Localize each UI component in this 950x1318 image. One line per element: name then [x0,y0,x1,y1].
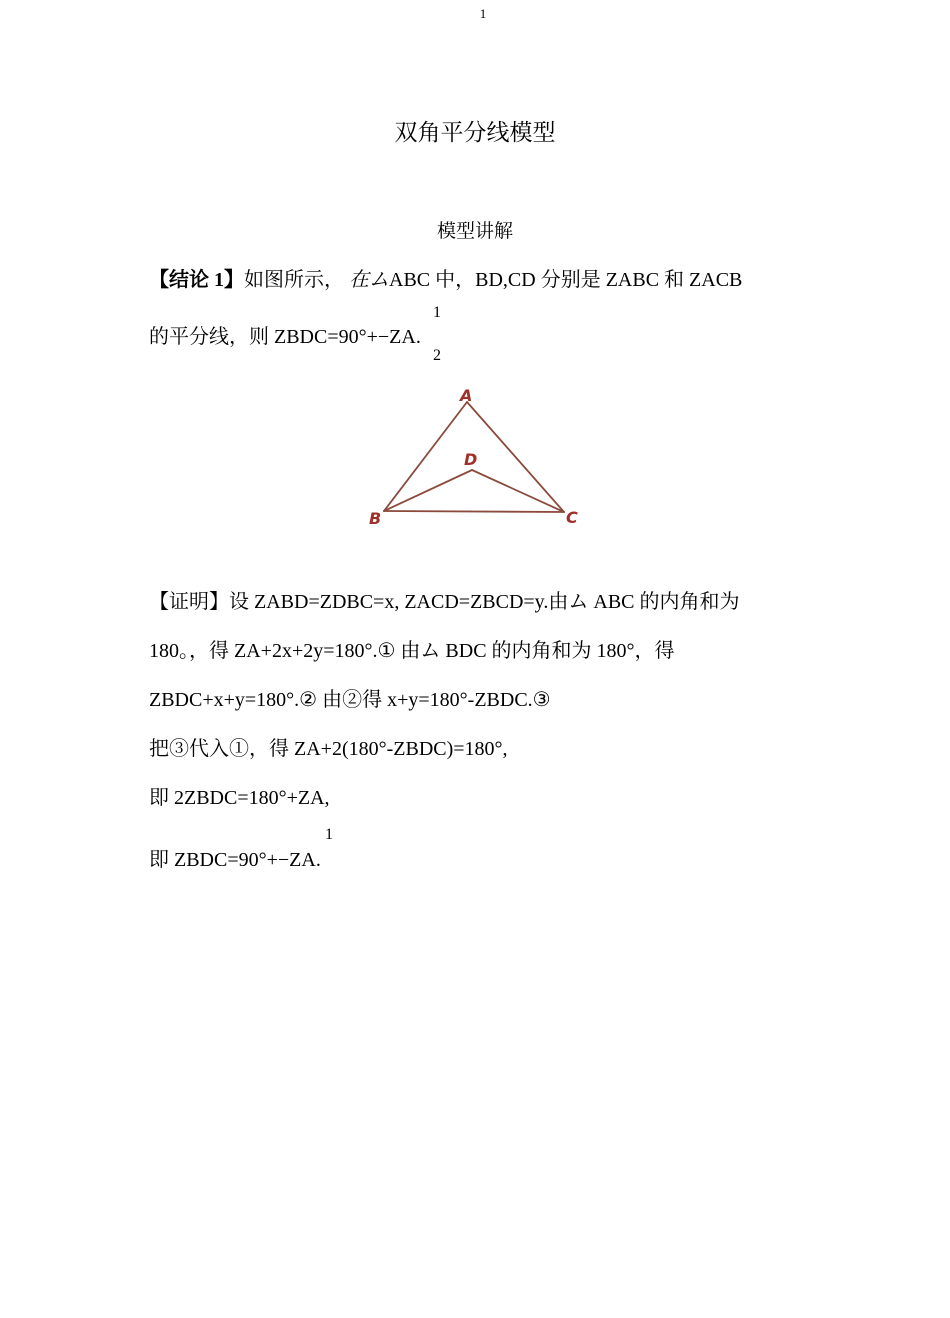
label-c: C [566,508,578,527]
proof-line-1 [149,590,740,614]
proof-line-1-text: 设 ZABD=ZDBC=x, ZACD=ZBCD=y.由ム ABC 的内角和为 [229,591,740,613]
proof-line-4: 把③代入①，得 ZA+2(180°-ZBDC)=180°, [149,738,508,760]
label-a: A [460,386,473,405]
proof-line-5: 即 2ZBDC=180°+ZA, [149,787,330,809]
conclusion-line-1 [149,268,742,292]
conclusion-tag-num: 1 [214,269,224,291]
section-heading: 模型讲解 [436,220,513,242]
side-ab [384,402,467,511]
conclusion-fraction-denominator: 2 [433,347,441,364]
proof-line-3: ZBDC+x+y=180°.② 由②得 x+y=180°-ZBDC.③ [149,689,551,711]
conclusion-tag-open: 【结论 [149,269,214,291]
conclusion-text-a: 如图所示， [244,269,344,291]
proof-fraction-numerator: 1 [325,826,333,843]
conclusion-text-c: ABC 中，BD,CD 分别是 ZABC 和 ZACB [389,269,743,291]
page-number: 1 [479,6,487,21]
conclusion-line-2: 的平分线，则 ZBDC=90°+−ZA. [149,326,421,348]
label-b: B [369,509,382,528]
triangle-figure [364,384,584,534]
document-title: 双角平分线模型 [394,120,556,146]
proof-line-6: 即 ZBDC=90°+−ZA. [149,849,321,871]
conclusion-tag-close: 】 [224,269,244,291]
side-bc [384,511,564,512]
conclusion-text-b: 在ム [349,269,389,291]
conclusion-fraction-numerator: 1 [433,304,441,321]
label-d: D [464,450,478,469]
proof-tag: 【证明】 [149,591,229,613]
segment-cd [472,470,564,512]
segment-bd [384,470,472,511]
proof-line-2: 180。，得 ZA+2x+2y=180°.① 由ム BDC 的内角和为 180°，得 [149,640,675,662]
side-ac [467,402,564,512]
